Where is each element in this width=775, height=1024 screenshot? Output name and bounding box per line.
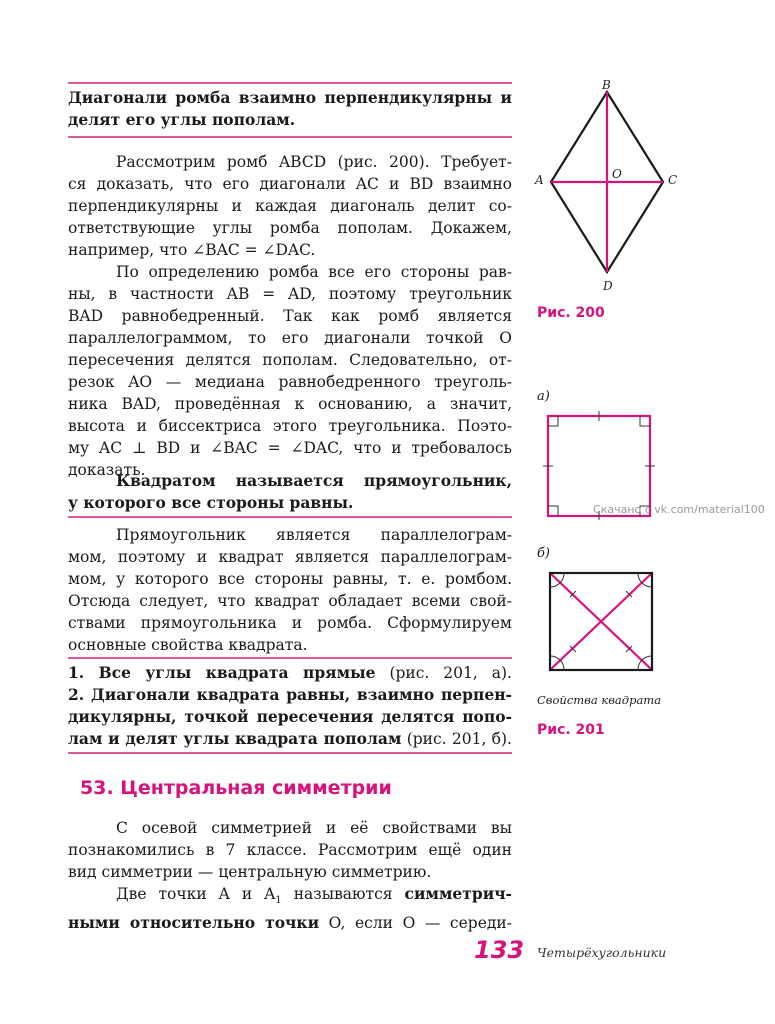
text-line: ствами прямоугольника и ромба. Сформулируем	[68, 614, 512, 632]
property-bold: лам и делят углы квадрата пополам	[68, 729, 402, 748]
square-paragraph	[68, 524, 512, 656]
angle-arc	[560, 660, 564, 670]
properties-top-rule	[68, 657, 512, 659]
property-bold: 1. Все углы квадрата прямые	[68, 663, 376, 682]
vertex-label-d: D	[603, 279, 613, 293]
text-line: например, что ∠BAC = ∠DAC.	[68, 241, 316, 259]
vertex-label-b: B	[602, 78, 611, 92]
text-fragment: называются	[281, 885, 405, 903]
watermark: Скачано с vk.com/material100	[593, 503, 765, 516]
text-line: BAD равнобедренный. Так как ромб является	[68, 307, 512, 325]
text-line: ны, в частности AB = AD, поэтому треугольник	[68, 285, 512, 303]
page-number: 133	[474, 936, 525, 964]
vertex-label-a: A	[535, 173, 544, 187]
definition-line: у которого все стороны равны.	[68, 493, 354, 512]
text-fragment: O, если O — середи-	[319, 914, 512, 933]
section-paragraph-1	[68, 817, 512, 883]
definition-text	[68, 470, 512, 514]
figure-201-subcaption: Свойства квадрата	[537, 693, 662, 707]
properties-bottom-rule	[68, 752, 512, 754]
text-line: перпендикулярны и каждая диагональ делит со-	[68, 197, 512, 215]
text-line: параллелограммом, то его диагонали точкой O	[68, 329, 512, 347]
section-paragraph-2	[68, 883, 512, 934]
figure-201b-label: б)	[537, 546, 551, 561]
subscript: 1	[275, 895, 282, 907]
text-line: По определению ромба все его стороны рав-	[116, 263, 512, 281]
properties-text	[68, 662, 512, 750]
right-angle-mark	[548, 416, 558, 426]
text-line: мом, поэтому и квадрат является параллелограм-	[68, 548, 512, 566]
property-line	[68, 728, 512, 750]
section-heading: 53. Центральная симметрии	[80, 777, 392, 799]
term-bold: симметрич-	[404, 884, 512, 903]
text-line: основные свойства квадрата.	[68, 636, 308, 654]
figure-ref: (рис. 201, б).	[406, 730, 512, 748]
angle-arc	[638, 660, 642, 670]
text-fragment: Две точки A и A	[116, 885, 276, 903]
angle-arc	[560, 573, 564, 583]
figure-201-caption: Рис. 201	[537, 722, 605, 738]
square-outline	[548, 416, 650, 516]
angle-arc	[550, 583, 560, 587]
vertex-label-c: C	[668, 173, 678, 187]
angle-arc	[642, 656, 652, 660]
theorem-line: делят его углы пополам.	[68, 110, 296, 129]
angle-arc	[642, 583, 652, 587]
text-line: вид симметрии — центральную симметрию.	[68, 863, 432, 881]
right-angle-mark	[640, 416, 650, 426]
text-line: мом, у которого все стороны равны, т. е. ромбом.	[68, 570, 512, 588]
text-line	[68, 912, 512, 934]
definition-line: Квадратом называется прямоугольник,	[116, 471, 512, 490]
property-line	[68, 662, 512, 684]
text-line: резок AO — медиана равнобедренного треуголь-	[68, 373, 512, 391]
figure-200-rhombus	[525, 78, 695, 298]
text-line: Рассмотрим ромб ABCD (рис. 200). Требует-	[116, 153, 512, 171]
proof-paragraph-1	[68, 151, 512, 261]
angle-arc	[638, 573, 642, 583]
right-angle-mark	[548, 506, 558, 516]
term-bold: ными относительно точки	[68, 913, 320, 933]
text-line: ника BAD, проведённая к основанию, а значит,	[68, 395, 512, 413]
property-line: 2. Диагонали квадрата равны, взаимно перпен-	[68, 685, 512, 704]
text-line: высота и биссектриса этого треугольника. Поэто-	[68, 417, 512, 435]
text-line: Прямоугольник является параллелограм-	[116, 526, 512, 544]
definition-rule	[68, 516, 512, 518]
text-line: ответствующие углы ромба пополам. Докажем,	[68, 219, 512, 237]
property-line: дикулярны, точкой пересечения делятся попо-	[68, 707, 512, 726]
text-line: му AC ⊥ BD и ∠BAC = ∠DAC, что и требовалось	[68, 439, 512, 457]
theorem-top-rule	[68, 82, 512, 84]
text-line: доказать.	[68, 461, 146, 479]
angle-arc	[550, 656, 560, 660]
text-line: пересечения делятся пополам. Следовательно, от-	[68, 351, 512, 369]
figure-200-caption: Рис. 200	[537, 305, 605, 321]
proof-paragraph-2	[68, 261, 512, 481]
center-label-o: O	[612, 167, 622, 181]
text-line: ся доказать, что его диагонали AC и BD взаимно	[68, 175, 512, 193]
figure-201a-label: а)	[537, 389, 550, 404]
figure-ref: (рис. 201, а).	[389, 664, 512, 682]
figure-201b-square	[540, 565, 665, 675]
text-line: познакомились в 7 классе. Рассмотрим ещё один	[68, 841, 512, 859]
text-line	[68, 883, 512, 912]
theorem-line: Диагонали ромба взаимно перпендикулярны и	[68, 88, 512, 107]
text-line: Отсюда следует, что квадрат обладает всеми свой-	[68, 592, 512, 610]
theorem-text	[68, 87, 512, 131]
theorem-bottom-rule	[68, 136, 512, 138]
chapter-title: Четырёхугольники	[537, 945, 667, 960]
text-line: С осевой симметрией и её свойствами вы	[116, 819, 512, 837]
